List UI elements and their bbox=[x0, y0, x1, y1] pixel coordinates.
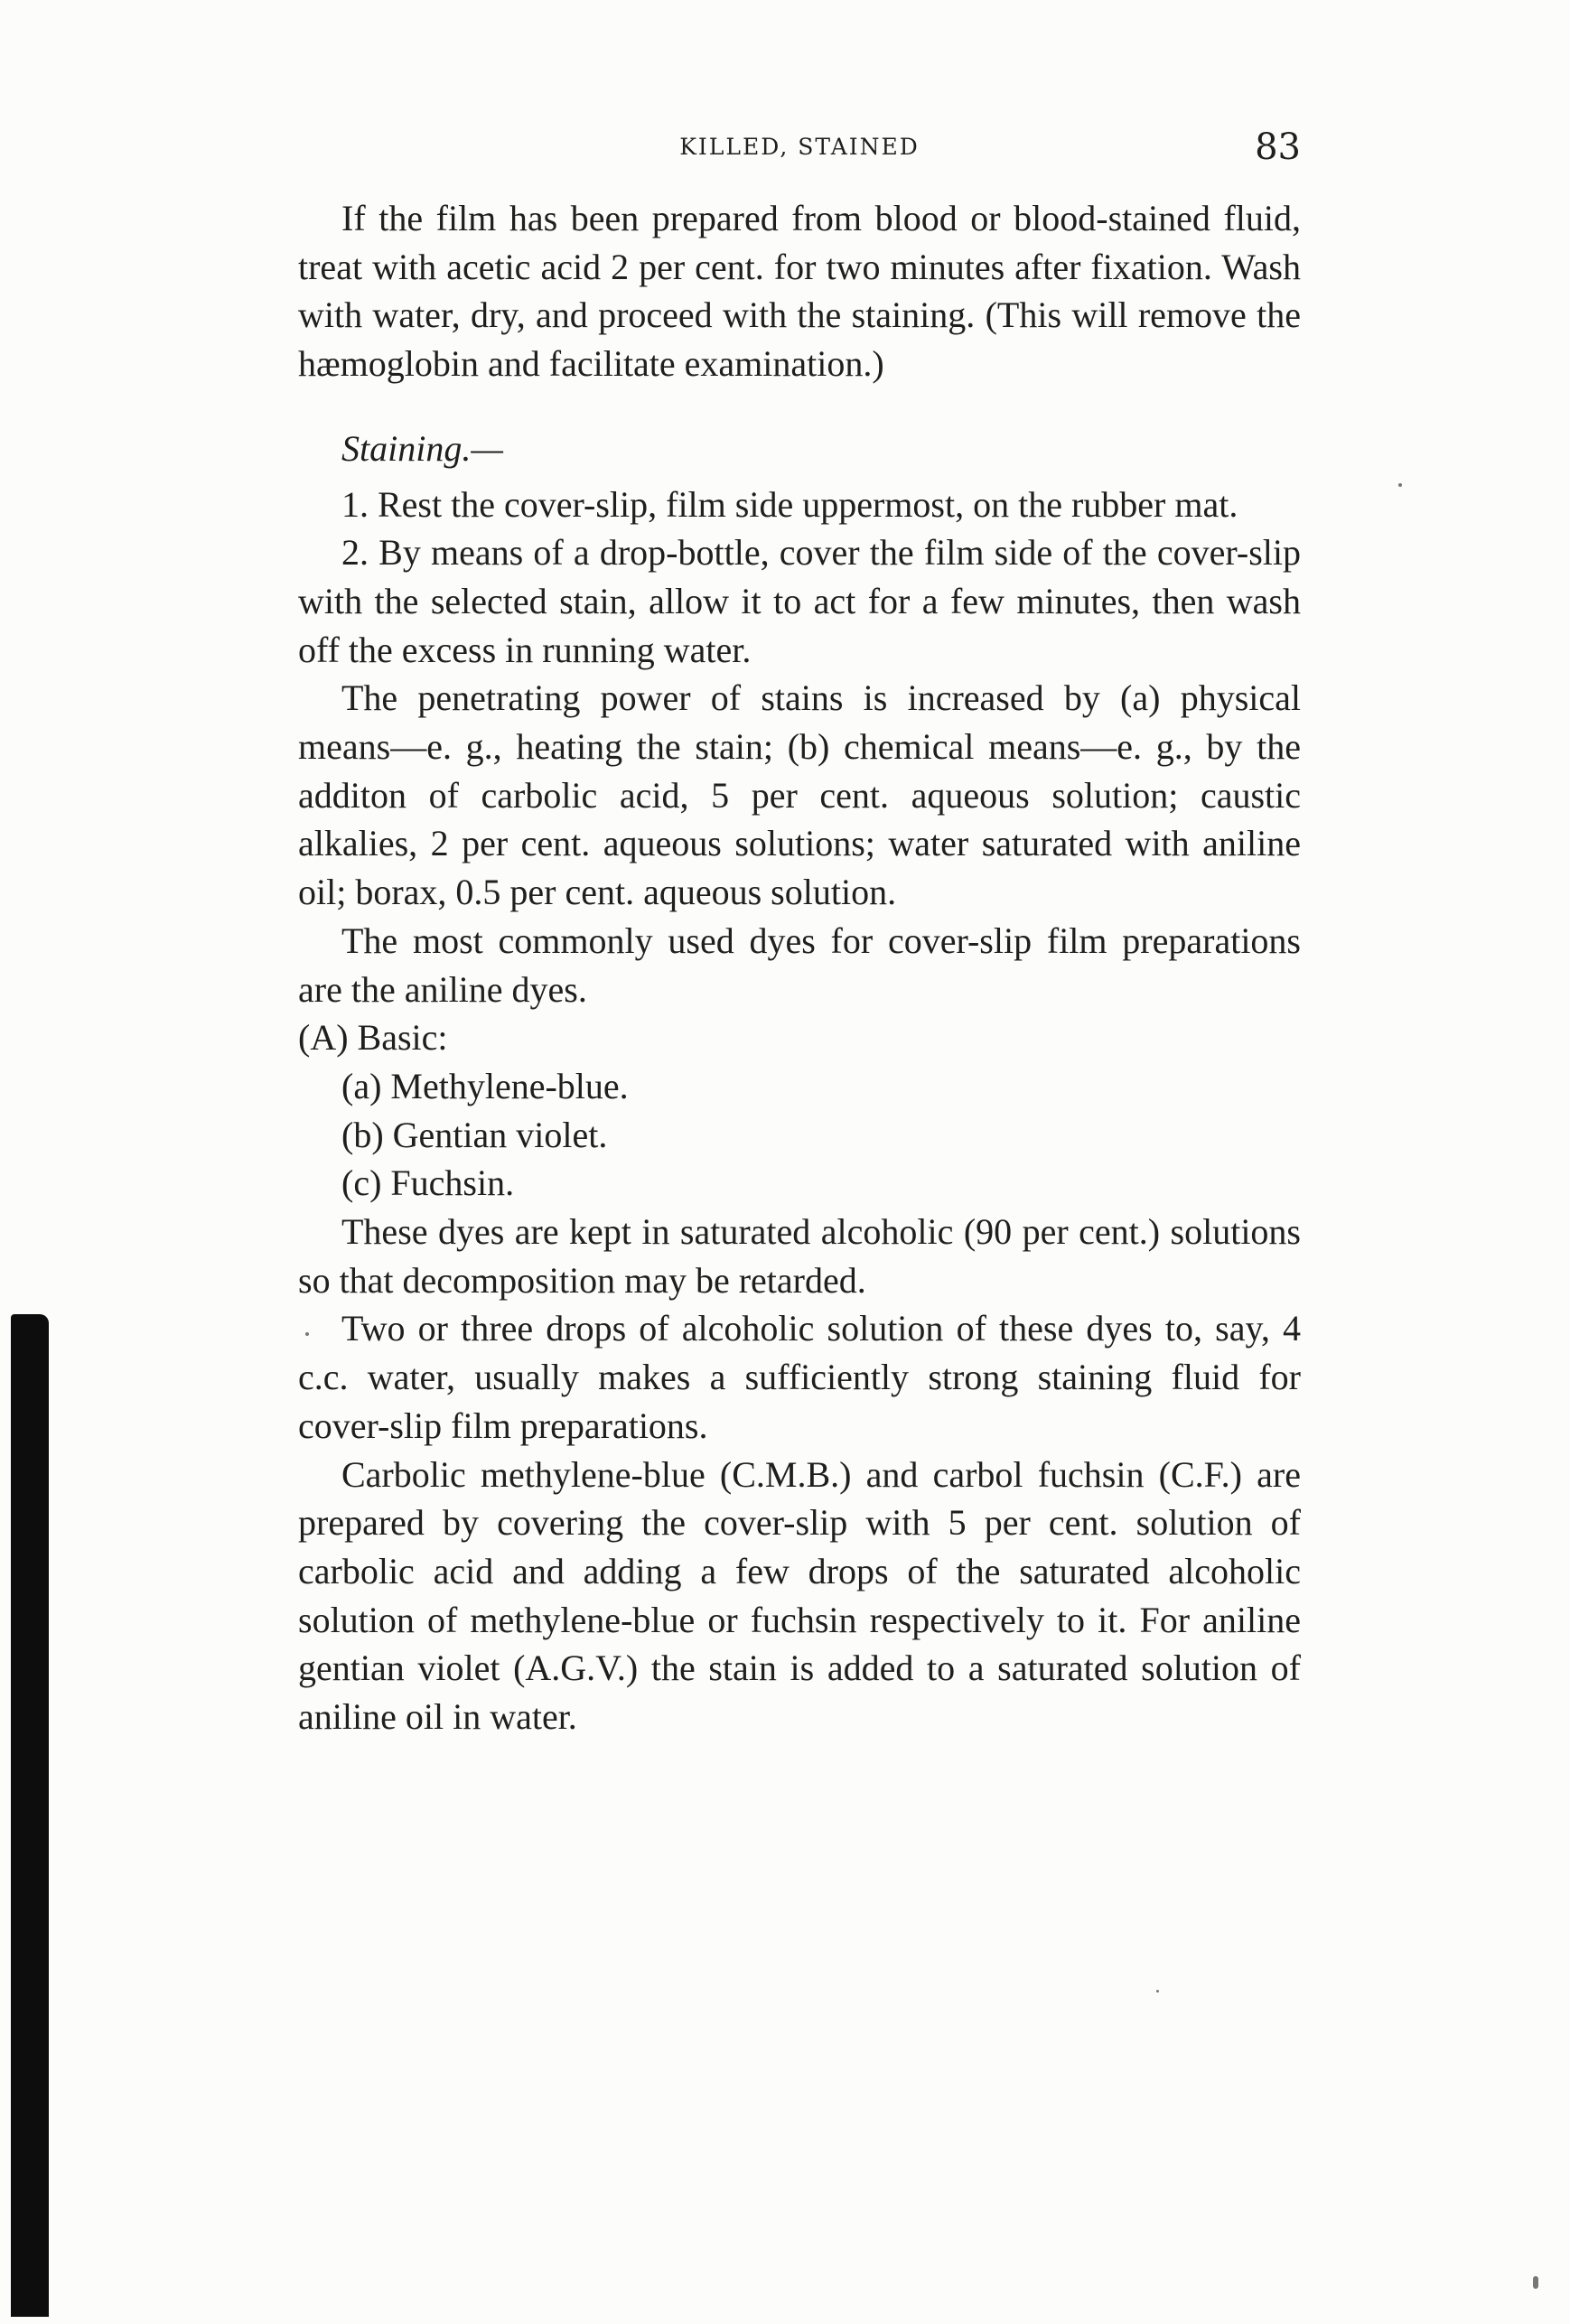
binding-edge-shadow bbox=[11, 1314, 49, 2317]
paragraph-penetrating-power: The penetrating power of stains is increased by (a) physical means—e. g., heating the stain; (b) chemical means—e. g., by the additon of carbolic acid, 5 per cent. aqueous solution; caustic alkalies, 2 per cent. aqueous solutions; water saturated with aniline oil; borax, 0.5 per cent. aqueous solution. bbox=[298, 677, 1301, 913]
list-item-fuchsin: (c) Fuchsin. bbox=[341, 1162, 515, 1204]
body-text bbox=[298, 194, 1301, 1741]
page-number: 83 bbox=[1255, 126, 1301, 168]
page-header bbox=[298, 126, 1301, 172]
paragraph-step-2: 2. By means of a drop-bottle, cover the film side of the cover-slip with the selected stain, allow it to act for a few minutes, then wash off the excess in running water. bbox=[298, 532, 1301, 670]
paragraph-dilution: Two or three drops of alcoholic solution of these dyes to, say, 4 c.c. water, usually makes a sufficiently strong staining fluid for cover-slip film preparations. bbox=[298, 1308, 1301, 1446]
scan-speck bbox=[1533, 2276, 1538, 2289]
list-item-gentian-violet: (b) Gentian violet. bbox=[341, 1114, 608, 1155]
paragraph-storage: These dyes are kept in saturated alcoholic (90 per cent.) solutions so that decomposition may be retarded. bbox=[298, 1211, 1301, 1301]
section-heading-staining: Staining.— bbox=[341, 427, 503, 469]
paragraph-carbolic: Carbolic methylene-blue (C.M.B.) and carbol fuchsin (C.F.) are prepared by covering the cover-slip with 5 per cent. solution of carbolic acid and adding a few drops of the saturated alcoholic solution of methylene-blue or fuchsin respectively to it. For aniline gentian violet (A.G.V.) the stain is added to a saturated solution of aniline oil in water. bbox=[298, 1453, 1301, 1738]
list-heading-basic: (A) Basic: bbox=[298, 1017, 448, 1059]
paragraph-common-dyes: The most commonly used dyes for cover-slip film preparations are the aniline dyes. bbox=[298, 919, 1301, 1010]
running-head: KILLED, STAINED bbox=[679, 134, 920, 160]
scan-speck bbox=[305, 1332, 309, 1336]
scan-speck bbox=[1398, 483, 1402, 487]
paragraph-step-1: 1. Rest the cover-slip, film side uppermost, on the rubber mat. bbox=[341, 483, 1238, 525]
scan-speck bbox=[1156, 1990, 1159, 1993]
paragraph-intro: If the film has been prepared from blood or blood-stained fluid, treat with acetic acid 2 per cent. for two minutes after fixation. Wash with water, dry, and proceed with the staining. (This will remove the hæmoglobin and facilitate examination.) bbox=[298, 198, 1301, 385]
list-item-methylene-blue: (a) Methylene-blue. bbox=[341, 1065, 629, 1106]
